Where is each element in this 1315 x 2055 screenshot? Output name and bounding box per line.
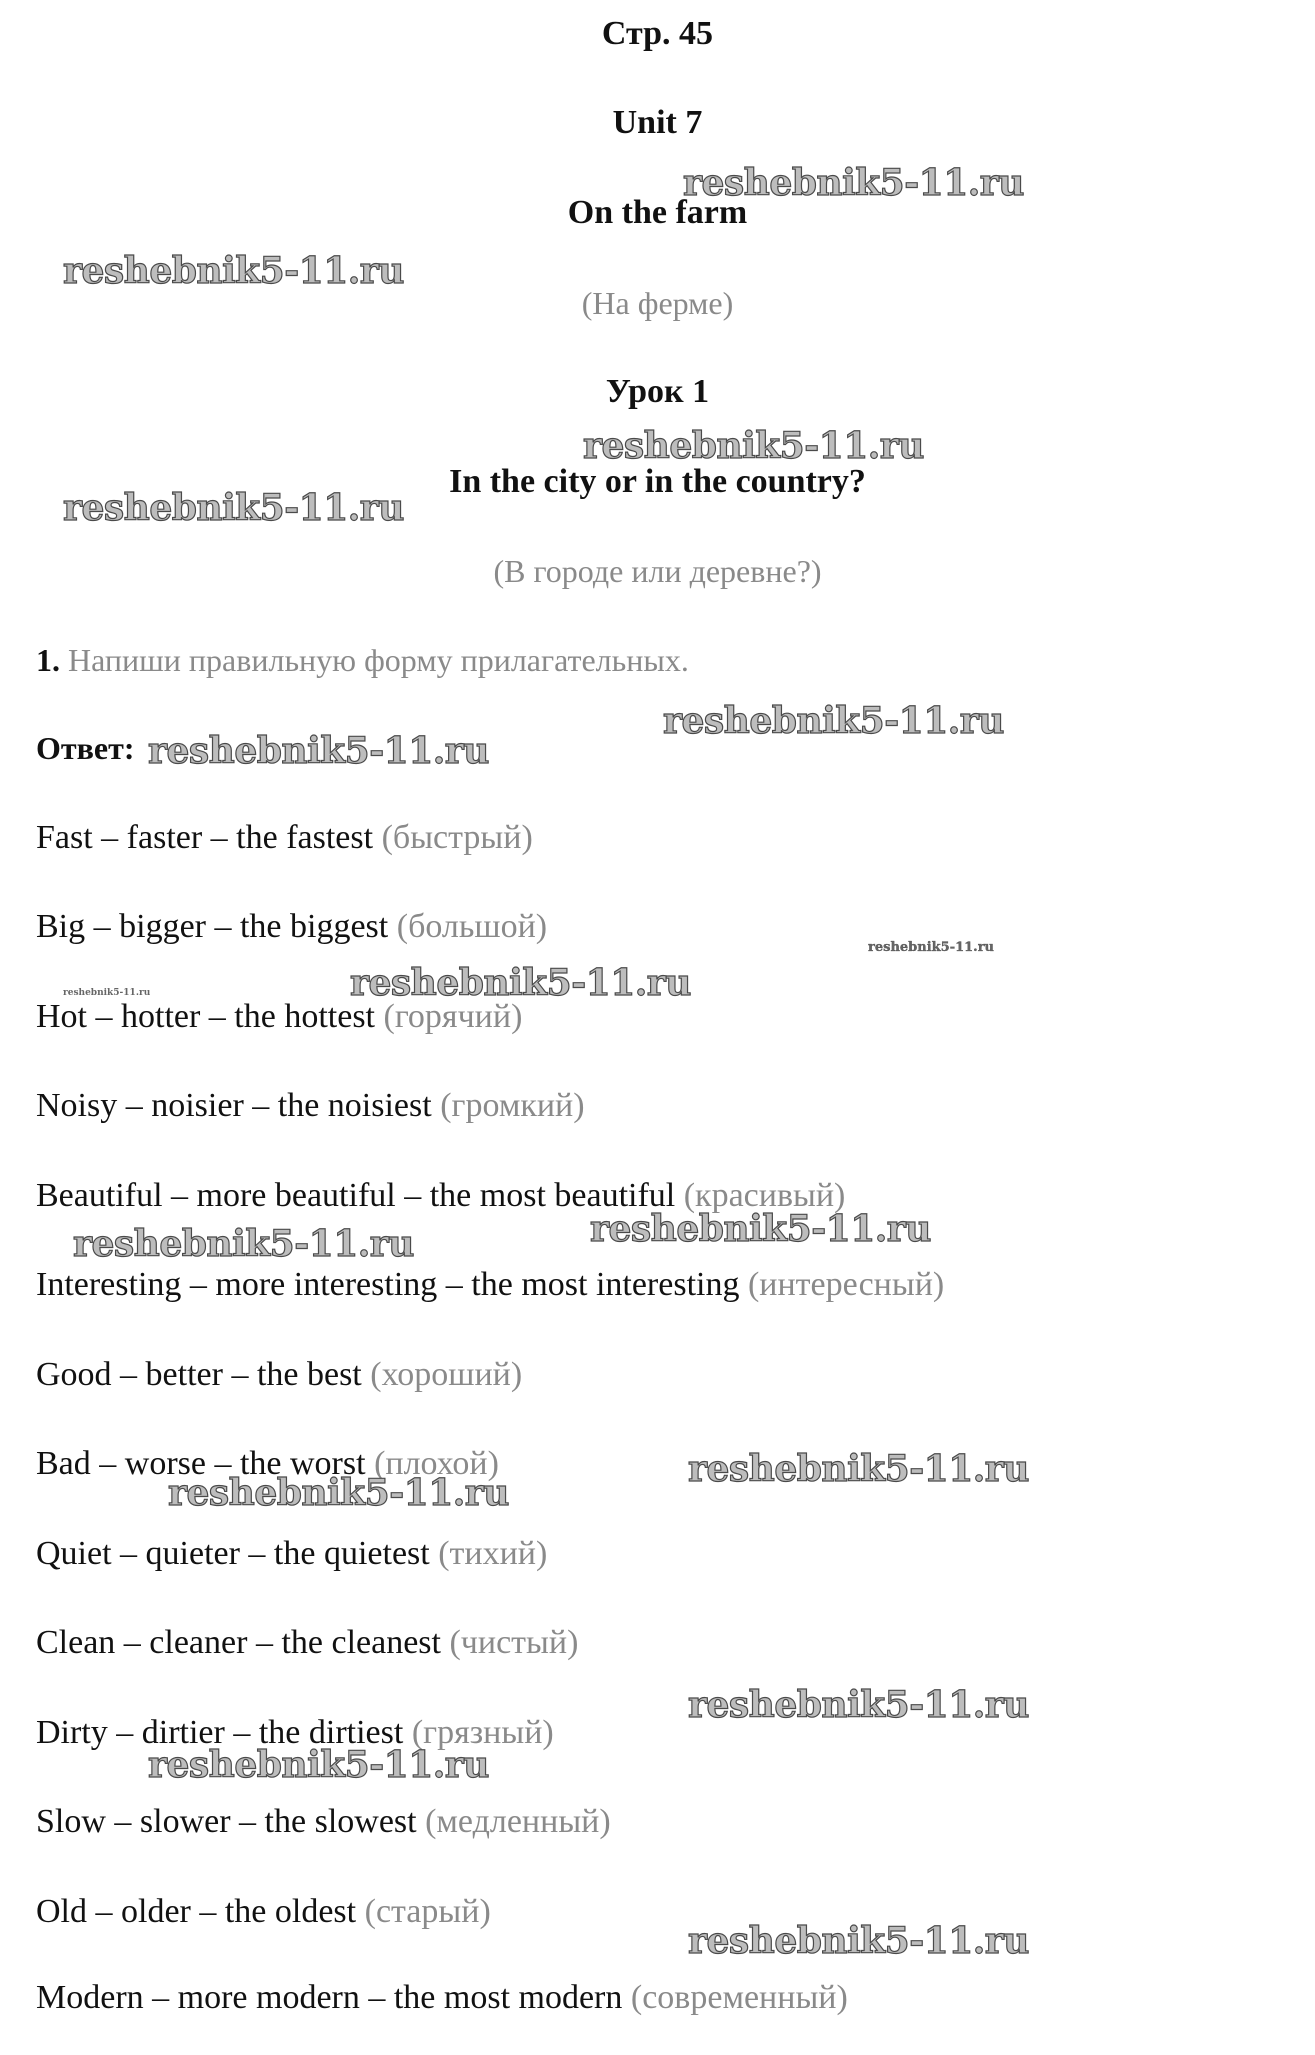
adjective-translation: (быстрый) [381,819,533,856]
watermark: reshebnik5-11.ru [63,988,151,998]
adjective-row [36,1623,578,1663]
adjective-row [36,1802,611,1842]
adjective-translation: (хороший) [370,1356,523,1393]
watermark: reshebnik5-11.ru [688,1448,1029,1490]
adjective-translation: (современный) [630,1979,848,2016]
adjective-row [36,1534,547,1574]
adjective-translation: (грязный) [411,1714,554,1751]
watermark: reshebnik5-11.ru [148,1744,489,1786]
lesson-heading: Урок 1 [605,373,710,410]
adjective-forms: Fast – faster – the fastest [36,819,374,856]
watermark: reshebnik5-11.ru [350,962,691,1004]
adjective-row [36,1355,522,1395]
adjective-row [36,1086,585,1126]
adjective-translation: (старый) [364,1893,491,1930]
unit-heading: Unit 7 [612,104,703,141]
adjective-forms: Beautiful – more beautiful – the most beautiful [36,1177,676,1214]
adjective-translation: (громкий) [440,1087,585,1124]
adjective-row [36,1978,848,2018]
adjective-forms: Quiet – quieter – the quietest [36,1535,430,1572]
watermark: reshebnik5-11.ru [148,730,489,772]
adjective-forms: Big – bigger – the biggest [36,908,389,945]
adjective-translation: (плохой) [374,1445,499,1482]
adjective-translation: (интересный) [747,1266,945,1303]
adjective-translation: (тихий) [438,1535,548,1572]
lesson-title-translation: (В городе или деревне?) [493,553,822,589]
watermark: reshebnik5-11.ru [688,1684,1029,1726]
watermark: reshebnik5-11.ru [683,162,1024,204]
watermark: reshebnik5-11.ru [63,487,404,529]
unit-title: On the farm [567,194,748,231]
watermark: reshebnik5-11.ru [583,425,924,467]
answer-label: Ответ: [36,730,135,766]
adjective-forms: Slow – slower – the slowest [36,1803,417,1840]
adjective-row [36,907,547,947]
adjective-translation: (медленный) [425,1803,611,1840]
adjective-forms: Old – older – the oldest [36,1893,357,1930]
adjective-row [36,1892,491,1932]
adjective-translation: (горячий) [383,998,523,1035]
task-text: Напиши правильную форму прилагательных. [68,642,689,678]
adjective-translation: (большой) [396,908,548,945]
task-instruction [36,640,689,680]
watermark: reshebnik5-11.ru [63,250,404,292]
watermark: reshebnik5-11.ru [688,1920,1029,1962]
unit-title-translation: (На ферме) [581,285,734,321]
adjective-forms: Good – better – the best [36,1356,362,1393]
watermark: reshebnik5-11.ru [590,1208,931,1250]
adjective-forms: Noisy – noisier – the noisiest [36,1087,432,1124]
adjective-row [36,818,533,858]
watermark: reshebnik5-11.ru [73,1223,414,1265]
adjective-forms: Clean – cleaner – the cleanest [36,1624,441,1661]
lesson-title: In the city or in the country? [449,463,866,500]
adjective-forms: Interesting – more interesting – the most interesting [36,1266,740,1303]
page-number: Стр. 45 [601,15,714,52]
adjective-forms: Bad – worse – the worst [36,1445,366,1482]
adjective-row [36,1265,944,1305]
watermark: reshebnik5-11.ru [868,940,995,955]
watermark: reshebnik5-11.ru [168,1472,509,1514]
watermark: reshebnik5-11.ru [663,700,1004,742]
task-number: 1. [36,642,60,678]
adjective-forms: Dirty – dirtier – the dirtiest [36,1714,404,1751]
adjective-translation: (чистый) [449,1624,579,1661]
adjective-forms: Hot – hotter – the hottest [36,998,376,1035]
adjective-translation: (красивый) [683,1177,846,1214]
adjective-forms: Modern – more modern – the most modern [36,1979,623,2016]
